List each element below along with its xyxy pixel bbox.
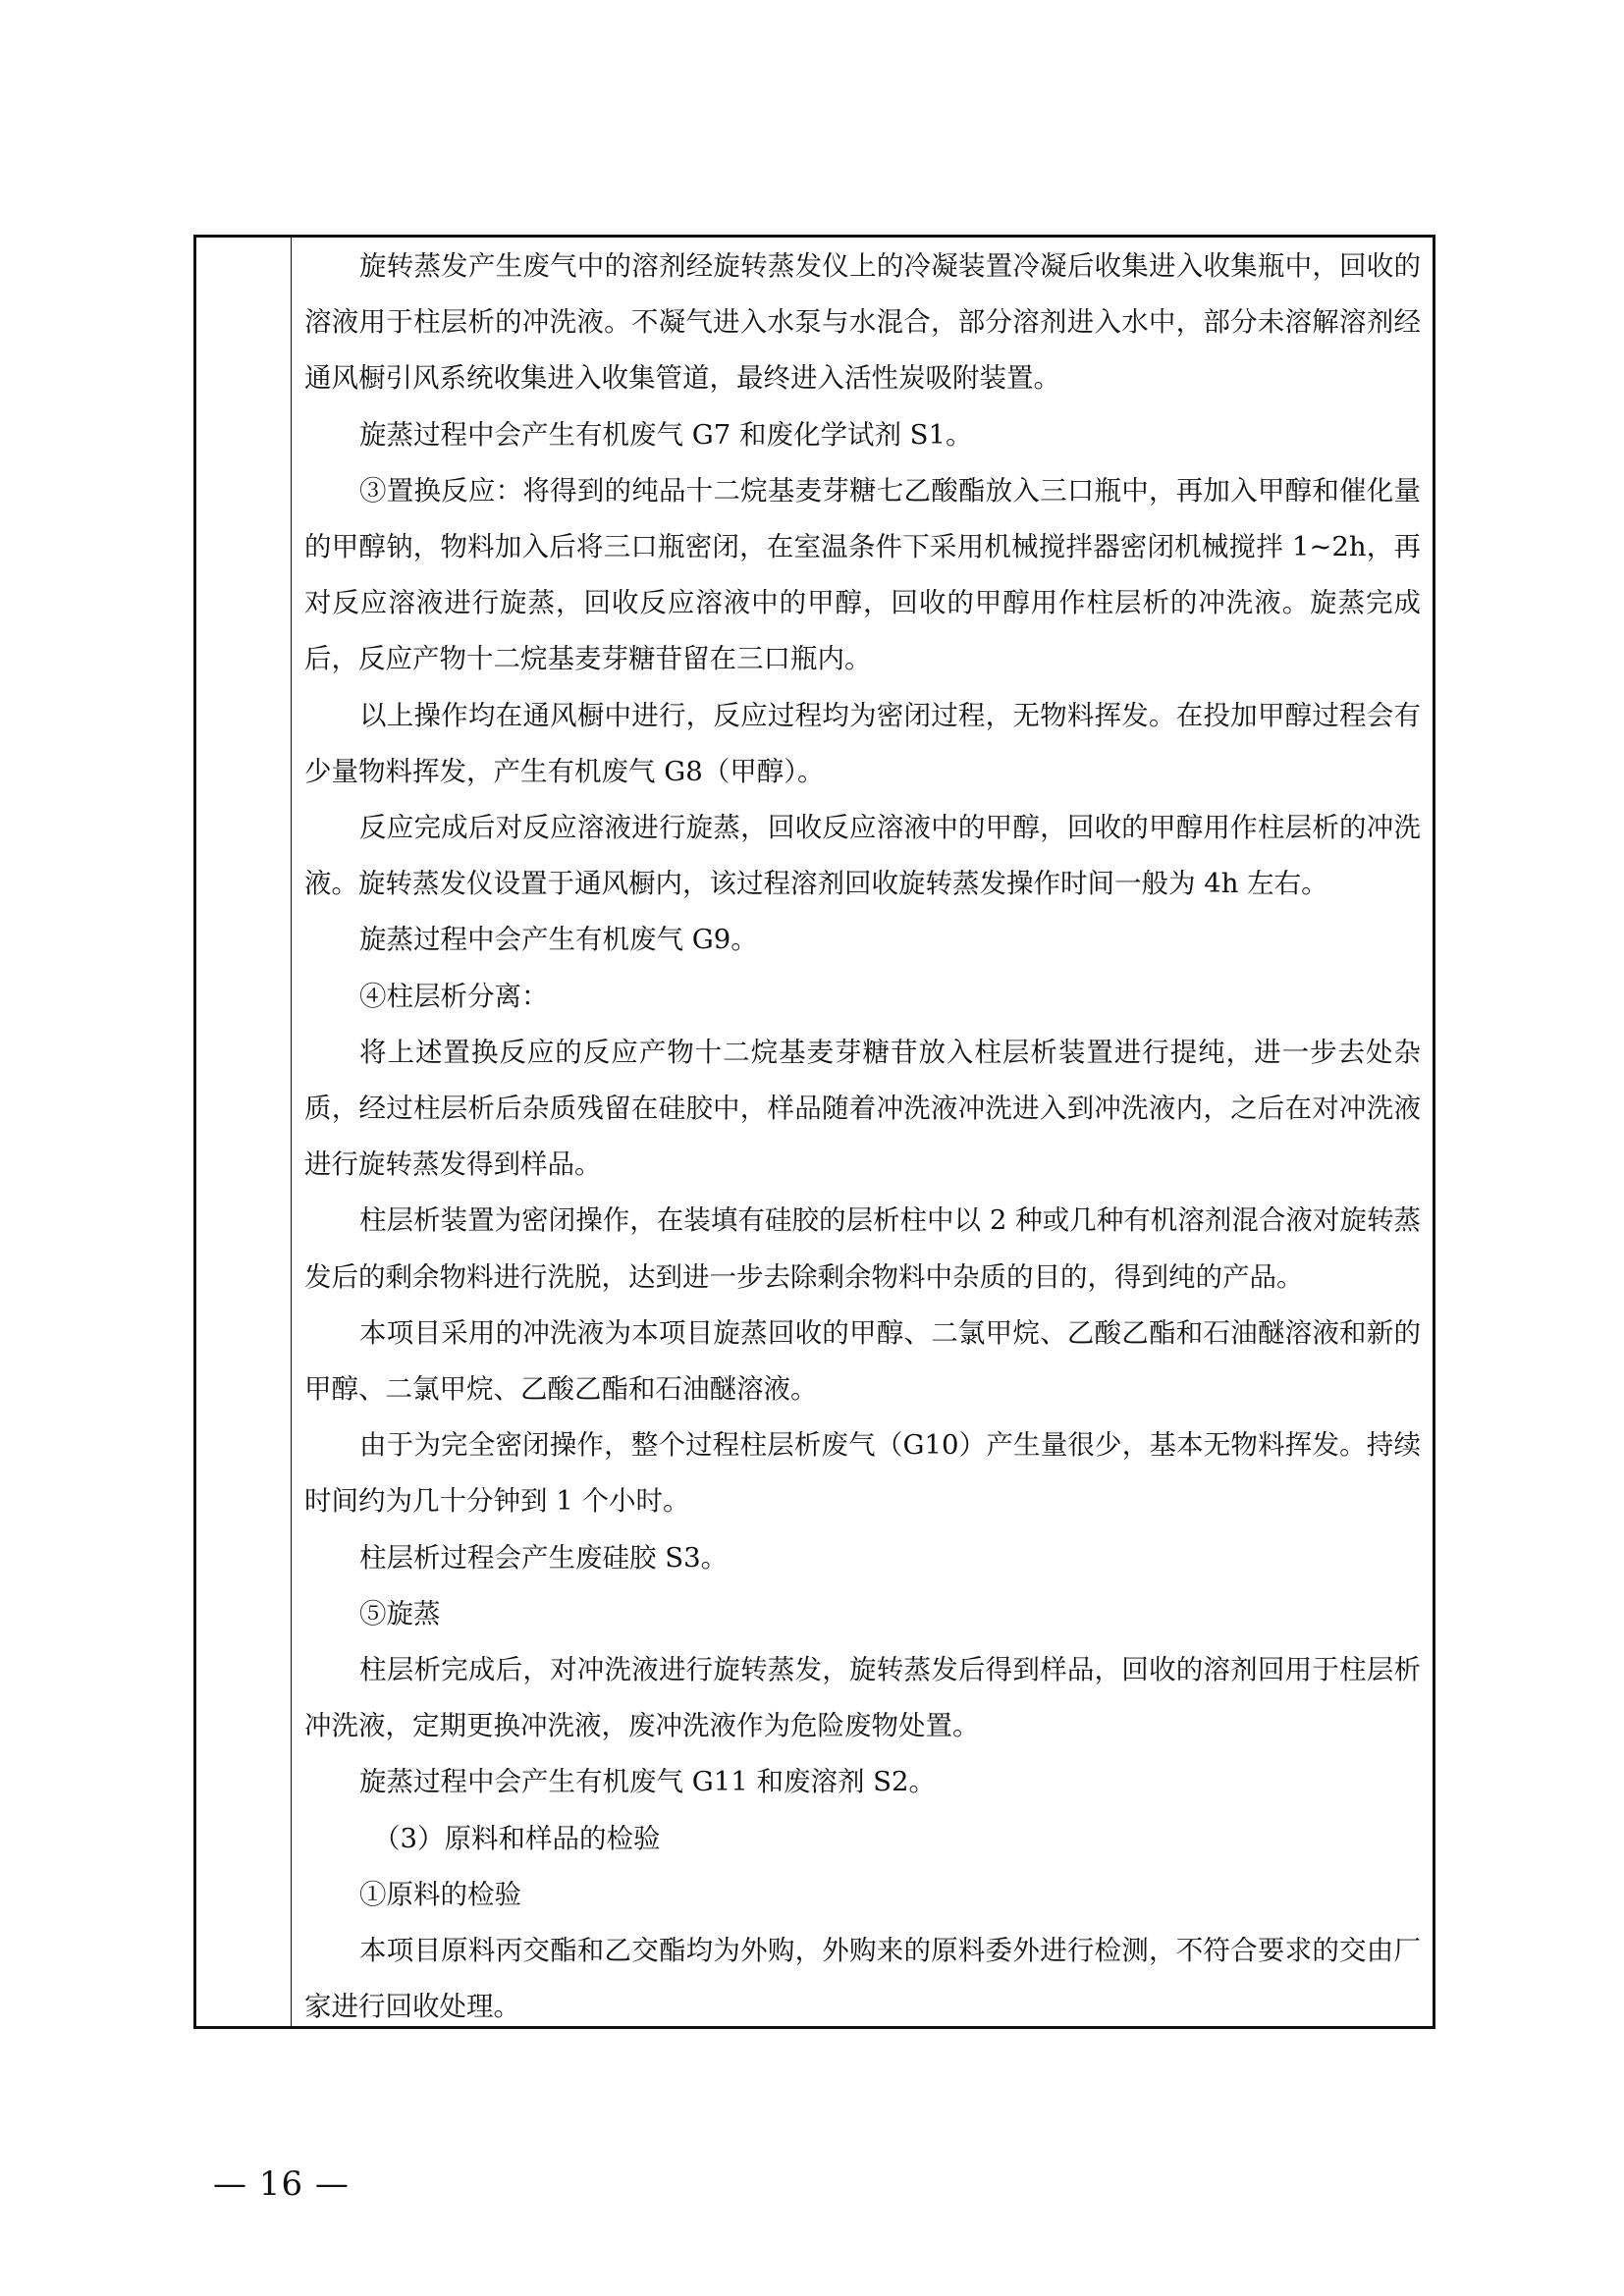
- column-divider: [291, 238, 292, 2026]
- paragraph: 本项目原料丙交酯和乙交酯均为外购，外购来的原料委外进行检测，不符合要求的交由厂家进行回收处理。: [304, 1935, 1421, 2023]
- table-frame: [193, 235, 1435, 2029]
- paragraph: 本项目采用的冲洗液为本项目旋蒸回收的甲醇、二氯甲烷、乙酸乙酯和石油醚溶液和新的甲醇、二氯甲烷、乙酸乙酯和石油醚溶液。: [304, 1316, 1421, 1406]
- paragraph: 旋蒸过程中会产生有机废气 G11 和废溶剂 S2。: [359, 1766, 937, 1798]
- page-number: — 16 —: [213, 2164, 350, 2204]
- section-heading: ①原料的检验: [359, 1878, 521, 1910]
- paragraph: 旋蒸过程中会产生有机废气 G7 和废化学试剂 S1。: [359, 418, 973, 451]
- section-heading: ④柱层析分离：: [359, 980, 549, 1012]
- paragraph: 柱层析装置为密闭操作，在装填有硅胶的层析柱中以 2 种或几种有机溶剂混合液对旋转蒸发后的剩余物料进行洗脱，达到进一步去除剩余物料中杂质的目的，得到纯的产品。: [304, 1204, 1421, 1293]
- paragraph: 由于为完全密闭操作，整个过程柱层析废气（G10）产生量很少，基本无物料挥发。持续时间约为几十分钟到 1 个小时。: [304, 1429, 1421, 1518]
- section-heading: ⑤旋蒸: [359, 1597, 441, 1629]
- paragraph: 将上述置换反应的反应产物十二烷基麦芽糖苷放入柱层析装置进行提纯，进一步去处杂质，经过柱层析后杂质残留在硅胶中，样品随着冲洗液冲洗进入到冲洗液内，之后在对冲洗液进行旋转蒸发得到样品。: [304, 1036, 1421, 1181]
- section-heading: （3）原料和样品的检验: [373, 1822, 661, 1854]
- paragraph: 反应完成后对反应溶液进行旋蒸，回收反应溶液中的甲醇，回收的甲醇用作柱层析的冲洗液。旋转蒸发仪设置于通风橱内，该过程溶剂回收旋转蒸发操作时间一般为 4h 左右。: [304, 812, 1421, 900]
- paragraph: 旋转蒸发产生废气中的溶剂经旋转蒸发仪上的冷凝装置冷凝后收集进入收集瓶中，回收的溶液用于柱层析的冲洗液。不凝气进入水泵与水混合，部分溶剂进入水中，部分未溶解溶剂经通风橱引风系统收集进入收集管道，最终进入活性炭吸附装置。: [304, 250, 1421, 395]
- cell-content: [304, 239, 1421, 2036]
- paragraph: 旋蒸过程中会产生有机废气 G9。: [359, 924, 758, 956]
- paragraph: 柱层析过程会产生废硅胶 S3。: [359, 1541, 729, 1574]
- paragraph: 以上操作均在通风橱中进行，反应过程均为密闭过程，无物料挥发。在投加甲醇过程会有少量物料挥发，产生有机废气 G8（甲醇）。: [304, 699, 1421, 787]
- paragraph: 柱层析完成后，对冲洗液进行旋转蒸发，旋转蒸发后得到样品，回收的溶剂回用于柱层析冲洗液，定期更换冲洗液，废冲洗液作为危险废物处置。: [304, 1654, 1421, 1742]
- paragraph: ③置换反应：将得到的纯品十二烷基麦芽糖七乙酸酯放入三口瓶中，再加入甲醇和催化量的甲醇钠，物料加入后将三口瓶密闭，在室温条件下采用机械搅拌器密闭机械搅拌 1~2h，再对反应溶液进行旋蒸，回收反应溶液中的甲醇，回收的甲醇用作柱层析的冲洗液。旋蒸完成后，反应产物十二烷基麦芽糖苷留在三口瓶内。: [304, 474, 1421, 675]
